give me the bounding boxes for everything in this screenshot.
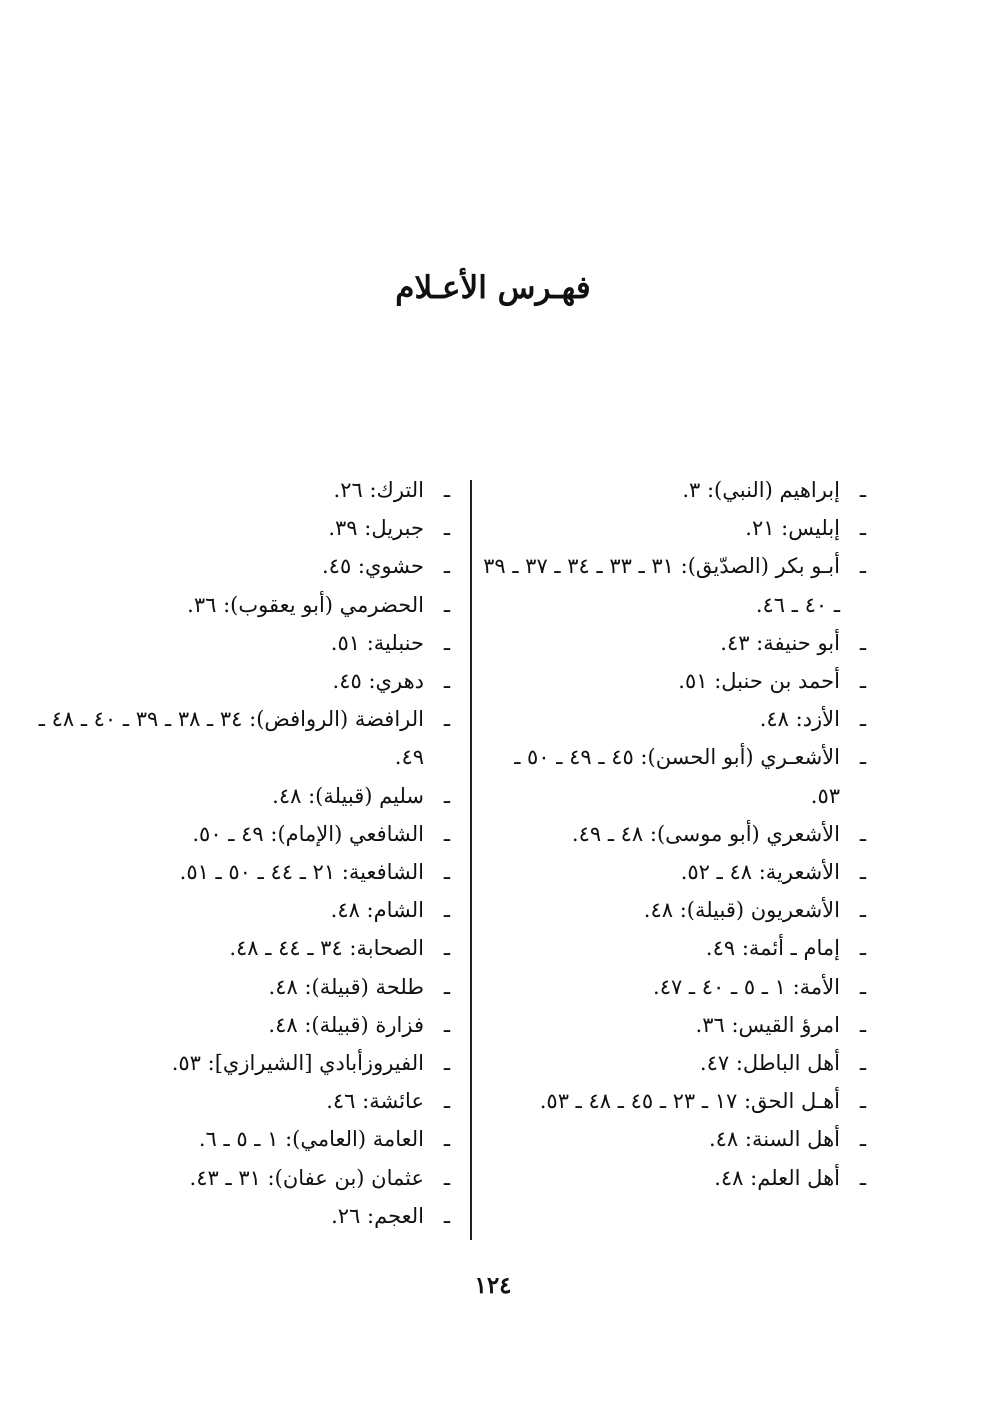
index-entry-text: إمام ـ أئمة: ٤٩. — [705, 936, 840, 961]
index-entry — [481, 815, 866, 853]
entry-dash: ـ — [443, 478, 450, 502]
index-entry — [30, 1044, 450, 1082]
index-entry — [481, 853, 866, 891]
entry-dash: ـ — [443, 1203, 450, 1228]
index-entry-text: الأشعرية: ٤٨ ـ ٥٢. — [680, 860, 840, 885]
entry-dash: ـ — [859, 1165, 866, 1190]
column-divider — [470, 480, 472, 1240]
index-entry-text: الأشعريون (قبيلة): ٤٨. — [643, 898, 840, 923]
index-entry — [481, 1044, 866, 1082]
entry-dash: ـ — [443, 669, 450, 694]
index-entry-text: إبراهيم (النبي): ٣. — [682, 478, 840, 502]
index-entry — [30, 1082, 450, 1120]
index-entry-text: طلحة (قبيلة): ٤٨. — [268, 974, 424, 999]
entry-dash: ـ — [859, 936, 866, 961]
index-entry — [30, 815, 450, 853]
entry-dash: ـ — [859, 1051, 866, 1076]
entry-dash: ـ — [859, 630, 866, 655]
index-entry — [30, 891, 450, 929]
index-entry — [30, 509, 450, 547]
index-entry-text: أبـو بكر (الصدّيق): ٣١ ـ ٣٣ ـ ٣٤ ـ ٣٧ ـ ٣٩ ـ ٤٠ ـ ٤٦. — [483, 554, 840, 617]
entry-dash: ـ — [859, 554, 866, 579]
index-column-right — [481, 471, 866, 1197]
entry-dash: ـ — [443, 516, 450, 541]
entry-dash: ـ — [859, 860, 866, 885]
index-entry — [481, 1120, 866, 1158]
index-entry — [481, 1006, 866, 1044]
index-entry — [30, 968, 450, 1006]
index-entry-text: عائشة: ٤٦. — [326, 1089, 424, 1114]
index-entry — [481, 700, 866, 738]
entry-dash: ـ — [443, 1165, 450, 1190]
index-entry — [481, 891, 866, 929]
index-entry — [30, 929, 450, 967]
index-entry — [30, 547, 450, 585]
entry-dash: ـ — [443, 1089, 450, 1114]
index-entry-text: العامة (العامي): ١ ـ ٥ ـ ٦. — [198, 1127, 424, 1152]
index-entry-text: الصحابة: ٣٤ ـ ٤٤ ـ ٤٨. — [229, 936, 424, 961]
index-column-left — [30, 471, 450, 1235]
entry-dash: ـ — [443, 592, 450, 617]
index-entry-text: العجم: ٢٦. — [331, 1203, 424, 1228]
entry-dash: ـ — [859, 898, 866, 923]
index-entry-text: الترك: ٢٦. — [333, 478, 424, 502]
entry-dash: ـ — [443, 974, 450, 999]
entry-dash: ـ — [443, 707, 450, 732]
entry-dash: ـ — [859, 974, 866, 999]
index-entry-text: أهل السنة: ٤٨. — [708, 1127, 840, 1152]
entry-dash: ـ — [859, 478, 866, 502]
entry-dash: ـ — [859, 745, 866, 770]
entry-dash: ـ — [859, 1089, 866, 1114]
index-entry — [30, 853, 450, 891]
index-entry — [481, 547, 866, 623]
index-entry — [481, 624, 866, 662]
index-entry — [481, 929, 866, 967]
entry-dash: ـ — [859, 1012, 866, 1037]
entry-dash: ـ — [859, 669, 866, 694]
index-entry-text: جبريل: ٣٩. — [328, 516, 424, 541]
index-entry — [30, 700, 450, 776]
index-entry — [30, 624, 450, 662]
index-entry — [481, 471, 866, 509]
index-entry-text: الشافعي (الإمام): ٤٩ ـ ٥٠. — [192, 821, 424, 846]
index-entry — [481, 968, 866, 1006]
page-title: فهـرس الأعـلام — [395, 270, 591, 306]
entry-dash: ـ — [859, 707, 866, 732]
entry-dash: ـ — [443, 936, 450, 961]
index-entry-text: عثمان (بن عفان): ٣١ ـ ٤٣. — [189, 1165, 424, 1190]
entry-dash: ـ — [859, 516, 866, 541]
index-entry-text: الأمة: ١ ـ ٥ ـ ٤٠ ـ ٤٧. — [653, 974, 840, 999]
index-entry — [481, 738, 866, 814]
entry-dash: ـ — [443, 630, 450, 655]
index-entry-text: أهل الباطل: ٤٧. — [699, 1051, 840, 1076]
index-entry-text: الشام: ٤٨. — [330, 898, 424, 923]
entry-dash: ـ — [443, 821, 450, 846]
index-entry-text: أهل العلم: ٤٨. — [714, 1165, 840, 1190]
page-number: ١٢٤ — [474, 1272, 512, 1299]
index-entry-text: أحمد بن حنبل: ٥١. — [678, 669, 840, 694]
index-entry — [30, 1120, 450, 1158]
index-entry — [30, 471, 450, 509]
index-entry — [30, 586, 450, 624]
index-entry-text: الأزد: ٤٨. — [759, 707, 840, 732]
entry-dash: ـ — [443, 1127, 450, 1152]
index-entry-text: الفيروزأبادي [الشيرازي]: ٥٣. — [171, 1051, 424, 1076]
index-entry-text: امرؤ القيس: ٣٦. — [695, 1012, 840, 1037]
entry-dash: ـ — [443, 860, 450, 885]
index-entry-text: حنبلية: ٥١. — [330, 630, 424, 655]
entry-dash: ـ — [443, 1051, 450, 1076]
index-entry — [481, 1159, 866, 1197]
index-entry-text: دهري: ٤٥. — [332, 669, 424, 694]
index-entry — [30, 777, 450, 815]
index-entry-text: الأشعـري (أبو الحسن): ٤٥ ـ ٤٩ ـ ٥٠ ـ ٥٣. — [514, 745, 840, 808]
index-entry-text: فزارة (قبيلة): ٤٨. — [268, 1012, 424, 1037]
index-entry — [481, 1082, 866, 1120]
index-entry-text: الرافضة (الروافض): ٣٤ ـ ٣٨ ـ ٣٩ ـ ٤٠ ـ ٤٨ ـ ٤٩. — [38, 707, 424, 770]
entry-dash: ـ — [443, 898, 450, 923]
index-entry — [30, 662, 450, 700]
index-entry-text: أهـل الحق: ١٧ ـ ٢٣ ـ ٤٥ ـ ٤٨ ـ ٥٣. — [539, 1089, 840, 1114]
entry-dash: ـ — [443, 1012, 450, 1037]
entry-dash: ـ — [859, 1127, 866, 1152]
index-entry-text: الأشعري (أبو موسى): ٤٨ ـ ٤٩. — [571, 821, 840, 846]
index-entry-text: سليم (قبيلة): ٤٨. — [272, 783, 424, 808]
entry-dash: ـ — [443, 554, 450, 579]
index-entry-text: أبو حنيفة: ٤٣. — [720, 630, 840, 655]
index-entry — [481, 509, 866, 547]
index-entry-text: حشوي: ٤٥. — [321, 554, 424, 579]
entry-dash: ـ — [859, 821, 866, 846]
index-entry — [481, 662, 866, 700]
index-entry — [30, 1159, 450, 1197]
index-entry-text: الشافعية: ٢١ ـ ٤٤ ـ ٥٠ ـ ٥١. — [179, 860, 424, 885]
index-entry — [30, 1006, 450, 1044]
entry-dash: ـ — [443, 783, 450, 808]
index-entry — [30, 1197, 450, 1235]
index-entry-text: الحضرمي (أبو يعقوب): ٣٦. — [187, 592, 424, 617]
index-entry-text: إبليس: ٢١. — [745, 516, 840, 541]
